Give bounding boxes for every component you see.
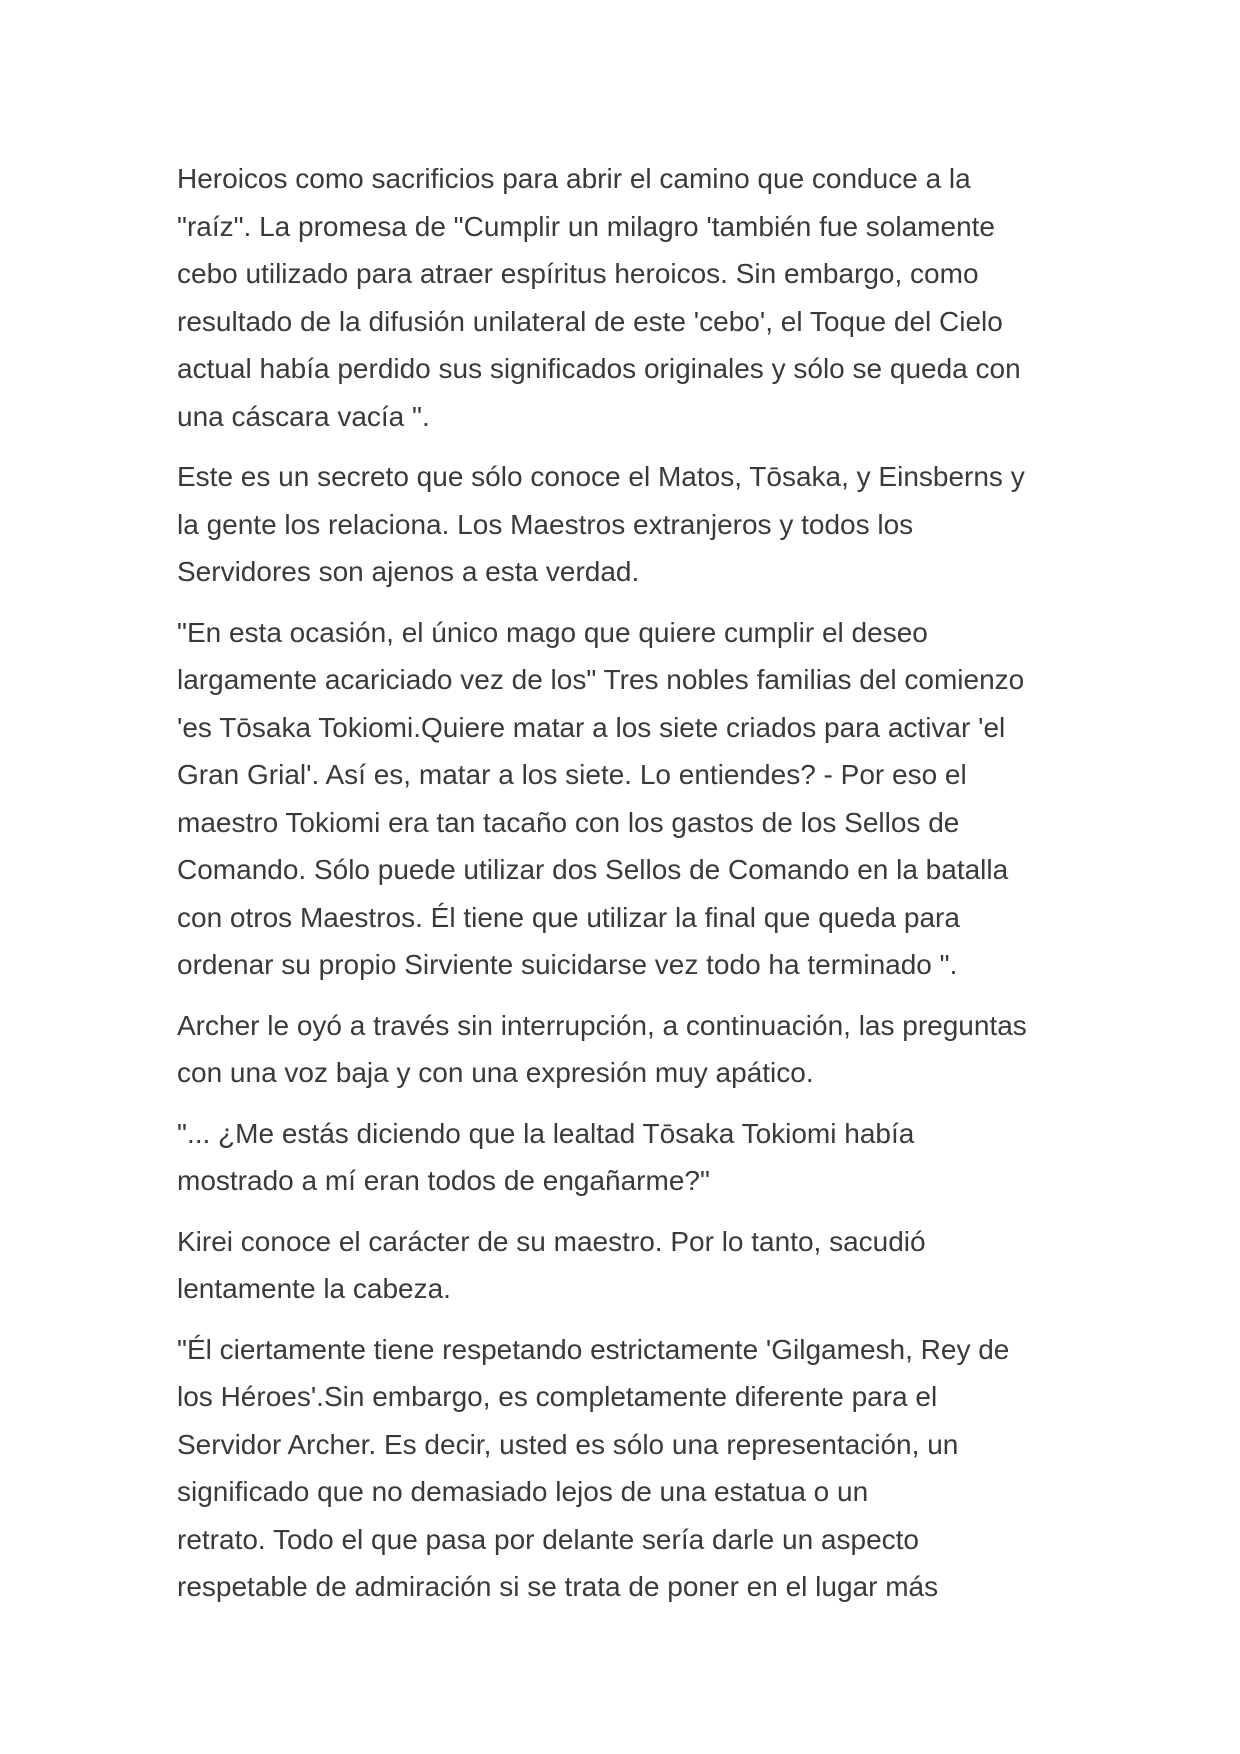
text-line: ordenar su propio Sirviente suicidarse vez todo ha terminado ". [177,949,958,980]
text-line: "En esta ocasión, el único mago que quiere cumplir el deseo [177,616,928,648]
text-line: Este es un secreto que sólo conoce el Matos, Tōsaka, y Einsberns y [177,461,1025,492]
paragraph-4 [177,1002,1077,1097]
text-line: retrato. Todo el que pasa por delante sería darle un aspecto [177,1523,919,1555]
text-line: con otros Maestros. Él tiene que utilizar la final que queda para [177,901,960,933]
paragraph-2 [177,453,1077,596]
text-line: significado que no demasiado lejos de una estatua o un [177,1476,869,1507]
text-line: Gran Grial'. Así es, matar a los siete. Lo entiendes? - Por eso el [177,759,967,790]
text-line: Kirei conoce el carácter de su maestro. Por lo tanto, sacudió [177,1225,926,1257]
text-line: actual había perdido sus significados originales y sólo se queda con [177,353,1021,384]
text-line: mostrado a mí eran todos de engañarme?" [177,1165,710,1196]
paragraph-3 [177,609,1077,989]
text-line: Comando. Sólo puede utilizar dos Sellos de Comando en la batalla [177,854,1009,885]
text-line: "Él ciertamente tiene respetando estrictamente 'Gilgamesh, Rey de [177,1333,1010,1365]
text-line: largamente acariciado vez de los" Tres nobles familias del comienzo [177,664,1025,695]
text-line: cebo utilizado para atraer espíritus heroicos. Sin embargo, como [177,258,979,289]
document-body [177,155,1077,1624]
text-line: Archer le oyó a través sin interrupción, a continuación, las preguntas [177,1009,1027,1041]
text-line: 'es Tōsaka Tokiomi.Quiere matar a los siete criados para activar 'el [177,711,1006,743]
text-line: respetable de admiración si se trata de poner en el lugar más [177,1571,939,1602]
text-line: Heroicos como sacrificios para abrir el camino que conduce a la [177,163,971,194]
text-line: con una voz baja y con una expresión muy apático. [177,1057,814,1088]
text-line: una cáscara vacía ". [177,400,430,432]
paragraph-1 [177,155,1077,440]
text-line: Servidor Archer. Es decir, usted es sólo una representación, un [177,1428,959,1460]
text-line: los Héroes'.Sin embargo, es completamente diferente para el [177,1381,938,1412]
paragraph-5 [177,1110,1077,1205]
text-line: "raíz". La promesa de "Cumplir un milagro 'también fue solamente [177,210,995,242]
text-line: maestro Tokiomi era tan tacaño con los gastos de los Sellos de [177,806,960,838]
paragraph-6 [177,1218,1077,1313]
text-line: Servidores son ajenos a esta verdad. [177,556,640,587]
text-line: lentamente la cabeza. [177,1273,451,1304]
paragraph-7 [177,1326,1077,1611]
text-line: resultado de la difusión unilateral de este 'cebo', el Toque del Cielo [177,305,1003,337]
text-line: "... ¿Me estás diciendo que la lealtad Tōsaka Tokiomi había [177,1117,915,1149]
text-line: la gente los relaciona. Los Maestros extranjeros y todos los [177,508,914,540]
